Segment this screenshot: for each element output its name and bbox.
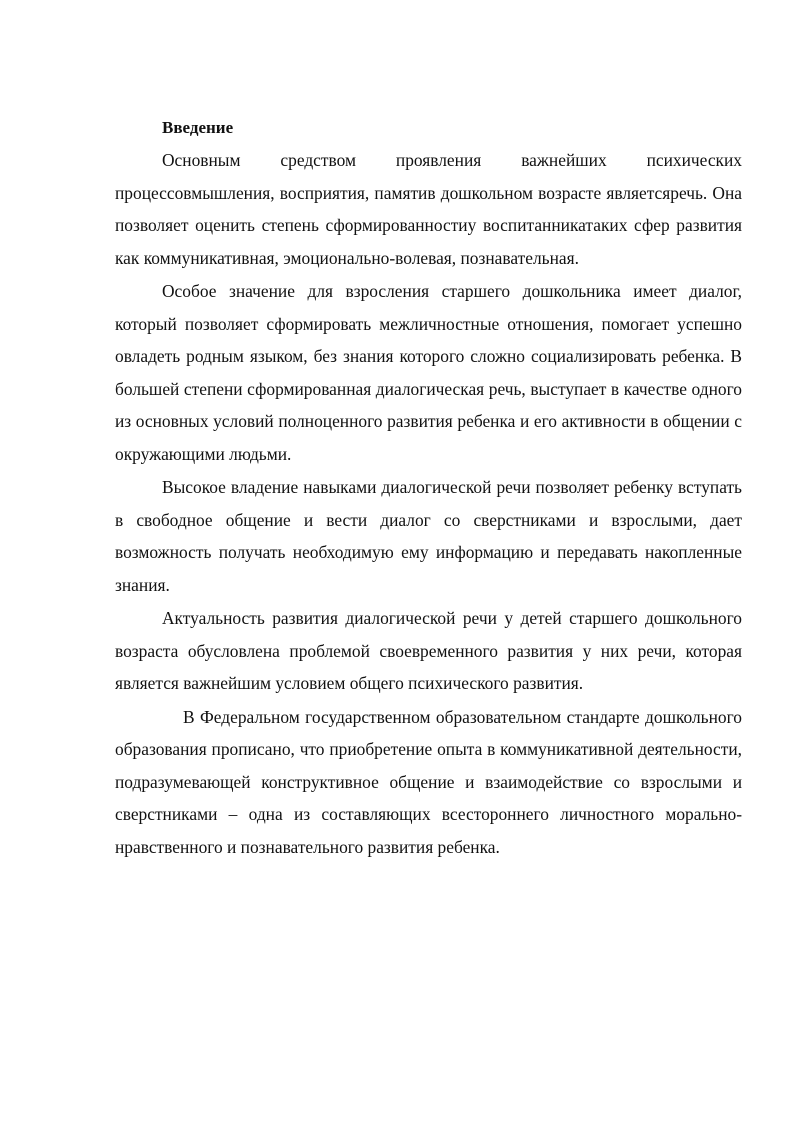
paragraph-2: Особое значение для взросления старшего дошкольника имеет диалог, который позволяет сформировать межличностные отношения, помогает успешно овладеть родным языком, без знания которого сложно социализировать ребенка. В большей степени сформированная диалогическая речь, выступает в качестве одного из основных условий полноценного развития ребенка и его активности в общении с окружающими людьми. (115, 281, 742, 464)
paragraph-5: В Федеральном государственном образовательном стандарте дошкольного образования прописано, что приобретение опыта в коммуникативной деятельности, подразумевающей конструктивное общение и взаимодействие со взрослыми и сверстниками – одна из составляющих всестороннего личностного морально- нравственного и познавательного развития ребенка. (115, 706, 742, 857)
paragraph-3: Высокое владение навыками диалогической речи позволяет ребенку вступать в свободное общение и вести диалог со сверстниками и взрослыми, дает возможность получать необходимую ему информацию и передавать накопленные знания. (115, 477, 742, 595)
document-body (115, 118, 742, 863)
section-heading: Введение (162, 118, 234, 137)
paragraph-4: Актуальность развития диалогической речи у детей старшего дошкольного возраста обусловлена проблемой своевременного развития у них речи, которая является важнейшим условием общего психического развития. (115, 608, 742, 693)
paragraph-1: Основным средством проявления важнейших психических процессовмышления, восприятия, памятив дошкольном возрасте являетсяречь. Она позволяет оценить степень сформированностиу воспитанникатаких сфер развития как коммуникативная, эмоционально-волевая, познавательная. (115, 150, 742, 268)
